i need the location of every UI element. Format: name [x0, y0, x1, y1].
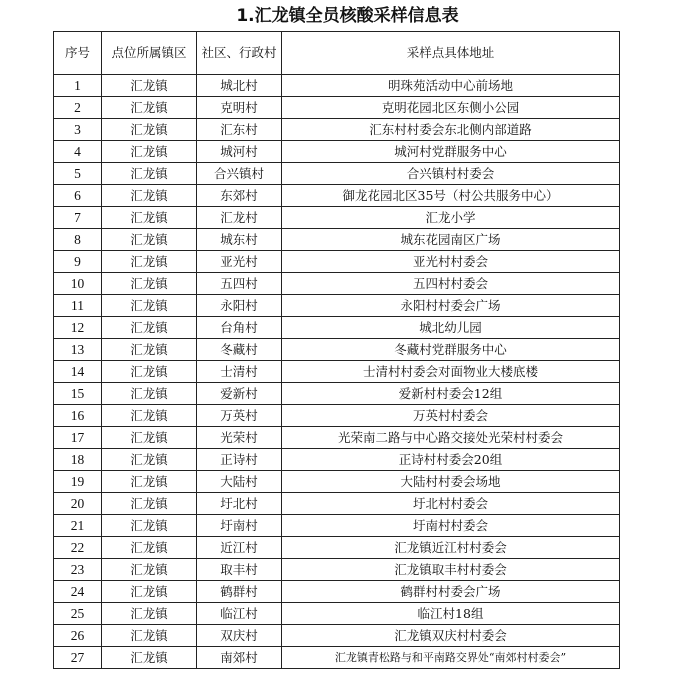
cell-town: 汇龙镇 [102, 383, 197, 405]
cell-address: 万英村村委会 [282, 405, 620, 427]
cell-address: 克明花园北区东侧小公园 [282, 97, 620, 119]
cell-village: 圩南村 [197, 515, 282, 537]
cell-town: 汇龙镇 [102, 471, 197, 493]
cell-village: 汇龙村 [197, 207, 282, 229]
cell-index: 11 [54, 295, 102, 317]
cell-address: 五四村村委会 [282, 273, 620, 295]
table-row [54, 295, 620, 317]
table-row [54, 625, 620, 647]
cell-village: 万英村 [197, 405, 282, 427]
cell-address: 汇龙镇青松路与和平南路交界处“南郊村村委会” [282, 647, 620, 669]
cell-address: 汇东村村委会东北侧内部道路 [282, 119, 620, 141]
cell-index: 9 [54, 251, 102, 273]
table-row [54, 383, 620, 405]
cell-town: 汇龙镇 [102, 75, 197, 97]
sampling-info-table [53, 31, 620, 669]
cell-index: 18 [54, 449, 102, 471]
table-row [54, 163, 620, 185]
table-row [54, 515, 620, 537]
table-row [54, 427, 620, 449]
cell-address: 明珠苑活动中心前场地 [282, 75, 620, 97]
cell-town: 汇龙镇 [102, 119, 197, 141]
cell-village: 汇东村 [197, 119, 282, 141]
cell-town: 汇龙镇 [102, 185, 197, 207]
cell-town: 汇龙镇 [102, 559, 197, 581]
cell-index: 22 [54, 537, 102, 559]
cell-village: 士清村 [197, 361, 282, 383]
header-village: 社区、行政村 [197, 32, 282, 75]
cell-village: 南郊村 [197, 647, 282, 669]
cell-town: 汇龙镇 [102, 581, 197, 603]
cell-village: 临江村 [197, 603, 282, 625]
cell-village: 永阳村 [197, 295, 282, 317]
cell-town: 汇龙镇 [102, 361, 197, 383]
cell-address: 圩南村村委会 [282, 515, 620, 537]
cell-index: 16 [54, 405, 102, 427]
table-row [54, 317, 620, 339]
cell-index: 24 [54, 581, 102, 603]
table-row [54, 581, 620, 603]
cell-address: 士清村村委会对面物业大楼底楼 [282, 361, 620, 383]
cell-town: 汇龙镇 [102, 427, 197, 449]
cell-town: 汇龙镇 [102, 515, 197, 537]
table-row [54, 647, 620, 669]
cell-town: 汇龙镇 [102, 603, 197, 625]
cell-town: 汇龙镇 [102, 493, 197, 515]
cell-index: 2 [54, 97, 102, 119]
cell-index: 4 [54, 141, 102, 163]
cell-index: 7 [54, 207, 102, 229]
cell-village: 城北村 [197, 75, 282, 97]
table-row [54, 493, 620, 515]
table-row [54, 449, 620, 471]
table-row [54, 273, 620, 295]
cell-village: 亚光村 [197, 251, 282, 273]
cell-address: 汇龙镇近江村村委会 [282, 537, 620, 559]
cell-address: 城东花园南区广场 [282, 229, 620, 251]
cell-village: 城东村 [197, 229, 282, 251]
header-town: 点位所属镇区 [102, 32, 197, 75]
table-row [54, 471, 620, 493]
cell-address: 正诗村村委会20组 [282, 449, 620, 471]
cell-village: 大陆村 [197, 471, 282, 493]
cell-address: 鹤群村村委会广场 [282, 581, 620, 603]
cell-town: 汇龙镇 [102, 647, 197, 669]
cell-address: 临江村18组 [282, 603, 620, 625]
table-row [54, 75, 620, 97]
cell-address: 冬藏村党群服务中心 [282, 339, 620, 361]
cell-town: 汇龙镇 [102, 295, 197, 317]
header-address: 采样点具体地址 [282, 32, 620, 75]
cell-index: 10 [54, 273, 102, 295]
cell-address: 爱新村村委会12组 [282, 383, 620, 405]
cell-town: 汇龙镇 [102, 625, 197, 647]
cell-address: 合兴镇村村委会 [282, 163, 620, 185]
cell-village: 冬藏村 [197, 339, 282, 361]
cell-town: 汇龙镇 [102, 317, 197, 339]
table-row [54, 97, 620, 119]
cell-village: 台角村 [197, 317, 282, 339]
cell-village: 双庆村 [197, 625, 282, 647]
cell-index: 6 [54, 185, 102, 207]
cell-village: 近江村 [197, 537, 282, 559]
cell-village: 爱新村 [197, 383, 282, 405]
cell-village: 正诗村 [197, 449, 282, 471]
table-row [54, 405, 620, 427]
table-row [54, 251, 620, 273]
cell-index: 23 [54, 559, 102, 581]
cell-index: 15 [54, 383, 102, 405]
cell-village: 圩北村 [197, 493, 282, 515]
table-row [54, 559, 620, 581]
table-row [54, 537, 620, 559]
cell-village: 东郊村 [197, 185, 282, 207]
cell-address: 汇龙镇取丰村村委会 [282, 559, 620, 581]
cell-village: 城河村 [197, 141, 282, 163]
cell-village: 克明村 [197, 97, 282, 119]
table-row [54, 141, 620, 163]
cell-index: 20 [54, 493, 102, 515]
cell-town: 汇龙镇 [102, 537, 197, 559]
cell-address: 圩北村村委会 [282, 493, 620, 515]
table-header-row [54, 32, 620, 75]
cell-town: 汇龙镇 [102, 339, 197, 361]
cell-address: 大陆村村委会场地 [282, 471, 620, 493]
cell-address: 城河村党群服务中心 [282, 141, 620, 163]
table-row [54, 603, 620, 625]
cell-village: 鹤群村 [197, 581, 282, 603]
cell-town: 汇龙镇 [102, 229, 197, 251]
cell-index: 3 [54, 119, 102, 141]
header-index: 序号 [54, 32, 102, 75]
cell-town: 汇龙镇 [102, 405, 197, 427]
cell-index: 14 [54, 361, 102, 383]
cell-town: 汇龙镇 [102, 207, 197, 229]
cell-address: 汇龙小学 [282, 207, 620, 229]
cell-index: 17 [54, 427, 102, 449]
cell-address: 城北幼儿园 [282, 317, 620, 339]
cell-village: 合兴镇村 [197, 163, 282, 185]
cell-address: 光荣南二路与中心路交接处光荣村村委会 [282, 427, 620, 449]
page-title: 1.汇龙镇全员核酸采样信息表 [236, 6, 459, 26]
cell-address: 汇龙镇双庆村村委会 [282, 625, 620, 647]
table-row [54, 207, 620, 229]
table-row [54, 339, 620, 361]
cell-town: 汇龙镇 [102, 273, 197, 295]
cell-town: 汇龙镇 [102, 251, 197, 273]
cell-village: 五四村 [197, 273, 282, 295]
cell-index: 5 [54, 163, 102, 185]
table-row [54, 185, 620, 207]
cell-address: 永阳村村委会广场 [282, 295, 620, 317]
table-row [54, 361, 620, 383]
cell-address: 御龙花园北区35号（村公共服务中心） [282, 185, 620, 207]
cell-index: 27 [54, 647, 102, 669]
cell-address: 亚光村村委会 [282, 251, 620, 273]
cell-index: 13 [54, 339, 102, 361]
cell-village: 光荣村 [197, 427, 282, 449]
cell-index: 25 [54, 603, 102, 625]
cell-index: 26 [54, 625, 102, 647]
table-row [54, 119, 620, 141]
cell-index: 21 [54, 515, 102, 537]
cell-index: 19 [54, 471, 102, 493]
cell-town: 汇龙镇 [102, 141, 197, 163]
cell-index: 1 [54, 75, 102, 97]
cell-village: 取丰村 [197, 559, 282, 581]
cell-index: 12 [54, 317, 102, 339]
cell-town: 汇龙镇 [102, 449, 197, 471]
cell-town: 汇龙镇 [102, 163, 197, 185]
cell-town: 汇龙镇 [102, 97, 197, 119]
table-row [54, 229, 620, 251]
cell-index: 8 [54, 229, 102, 251]
